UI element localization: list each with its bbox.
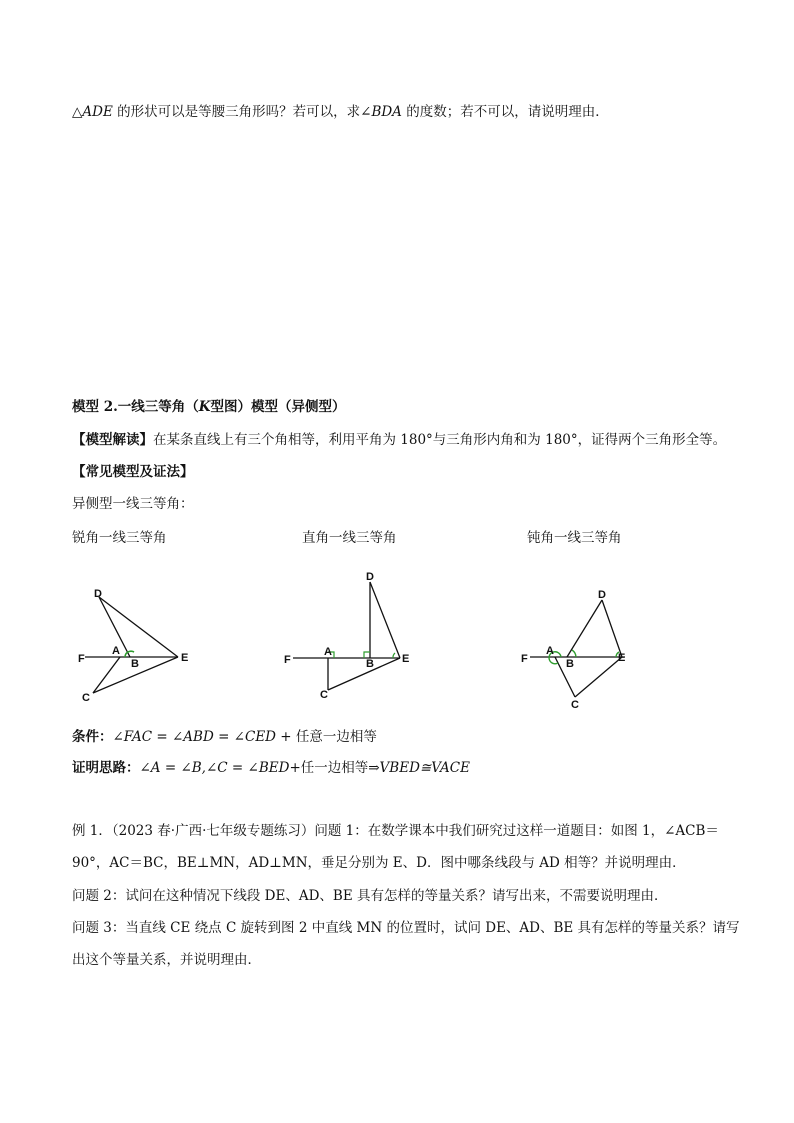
example-line-3: 问题 2：试问在这种情况下线段 DE、AD、BE 具有怎样的等量关系？请写出来，不需要说明理由．: [72, 888, 668, 904]
angle-name: BDA: [371, 104, 402, 120]
example-line-5: 出这个等量关系，并说明理由．: [72, 952, 261, 968]
caption-acute: 锐角一线三等角: [72, 530, 167, 546]
caption-obtuse: 钝角一线三等角: [527, 530, 622, 546]
acute-angle-figure: [72, 580, 202, 710]
proof-math-a: ∠A = ∠B,∠C = ∠BED: [139, 760, 290, 776]
label-b: B: [566, 658, 574, 670]
segment-bd: [567, 600, 602, 657]
triangle-symbol: △: [72, 104, 83, 120]
condition-math: ∠FAC = ∠ABD = ∠CED +: [112, 729, 292, 745]
model-reading: [72, 430, 726, 450]
obtuse-arc-b: [572, 650, 576, 657]
segment-ce: [328, 658, 400, 690]
label-e: E: [402, 653, 410, 665]
example-line-2: 90°，AC＝BC，BE⊥MN，AD⊥MN，垂足分别为 E、D．图中哪条线段与 AD 相等？并说明理由．: [72, 855, 686, 871]
example-line-1: 例 1．（2023 春·广西·七年级专题练习）问题 1：在数学课本中我们研究过这样一道题目：如图 1，∠ACB＝: [72, 823, 719, 839]
condition-line: [72, 727, 377, 747]
segment-de: [370, 582, 400, 658]
proof-math-b: ⇒VBED≅VACE: [368, 760, 470, 776]
segment-ce: [575, 657, 622, 697]
label-b: B: [131, 658, 139, 670]
label-c: C: [320, 689, 328, 701]
label-a: A: [324, 646, 332, 658]
condition-label: 条件：: [72, 729, 113, 745]
example-line-4: 问题 3：当直线 CE 绕点 C 旋转到图 2 中直线 MN 的位置时，试问 DE、AD、BE 具有怎样的等量关系？请写: [72, 920, 740, 936]
intro-text-2: 的度数；若不可以，请说明理由．: [401, 104, 609, 120]
label-f: F: [78, 653, 85, 665]
proof-line: [72, 758, 470, 778]
model-title-k: K: [198, 399, 211, 415]
proof-label: 证明思路：: [72, 760, 140, 776]
label-a: A: [546, 645, 554, 657]
right-angle-figure: [280, 567, 420, 702]
proof-text: +任一边相等: [289, 760, 369, 776]
model-title-part-b: 型图）模型（异侧型）: [210, 399, 346, 415]
label-f: F: [284, 654, 291, 666]
label-f: F: [521, 653, 528, 665]
model-subheading: 异侧型一线三等角：: [72, 496, 194, 512]
label-e: E: [181, 652, 189, 664]
model-title-part-a: 模型 2.一线三等角（: [72, 399, 199, 415]
model-title: [72, 397, 346, 417]
intro-question: [72, 102, 609, 122]
label-d: D: [94, 588, 102, 600]
triangle-name: ADE: [82, 104, 113, 120]
angle-symbol: ∠: [360, 104, 372, 120]
label-e: E: [618, 652, 626, 664]
model-reading-text: 在某条直线上有三个角相等，利用平角为 180°与三角形内角和为 180°，证得两个三角形全等。: [153, 432, 727, 448]
label-b: B: [366, 658, 374, 670]
common-models-heading: 【常见模型及证法】: [72, 464, 194, 480]
label-d: D: [366, 571, 374, 583]
segment-de: [99, 597, 178, 657]
caption-right: 直角一线三等角: [302, 530, 397, 546]
intro-text-1: 的形状可以是等腰三角形吗？若可以，求: [112, 104, 361, 120]
model-reading-label: 【模型解读】: [72, 432, 153, 448]
label-a: A: [112, 645, 120, 657]
segment-de: [602, 600, 622, 657]
label-c: C: [82, 692, 90, 704]
label-c: C: [571, 699, 579, 711]
obtuse-angle-figure: [510, 580, 640, 715]
condition-text: 任意一边相等: [295, 729, 377, 745]
angle-arc: [393, 653, 395, 658]
label-d: D: [598, 589, 606, 601]
